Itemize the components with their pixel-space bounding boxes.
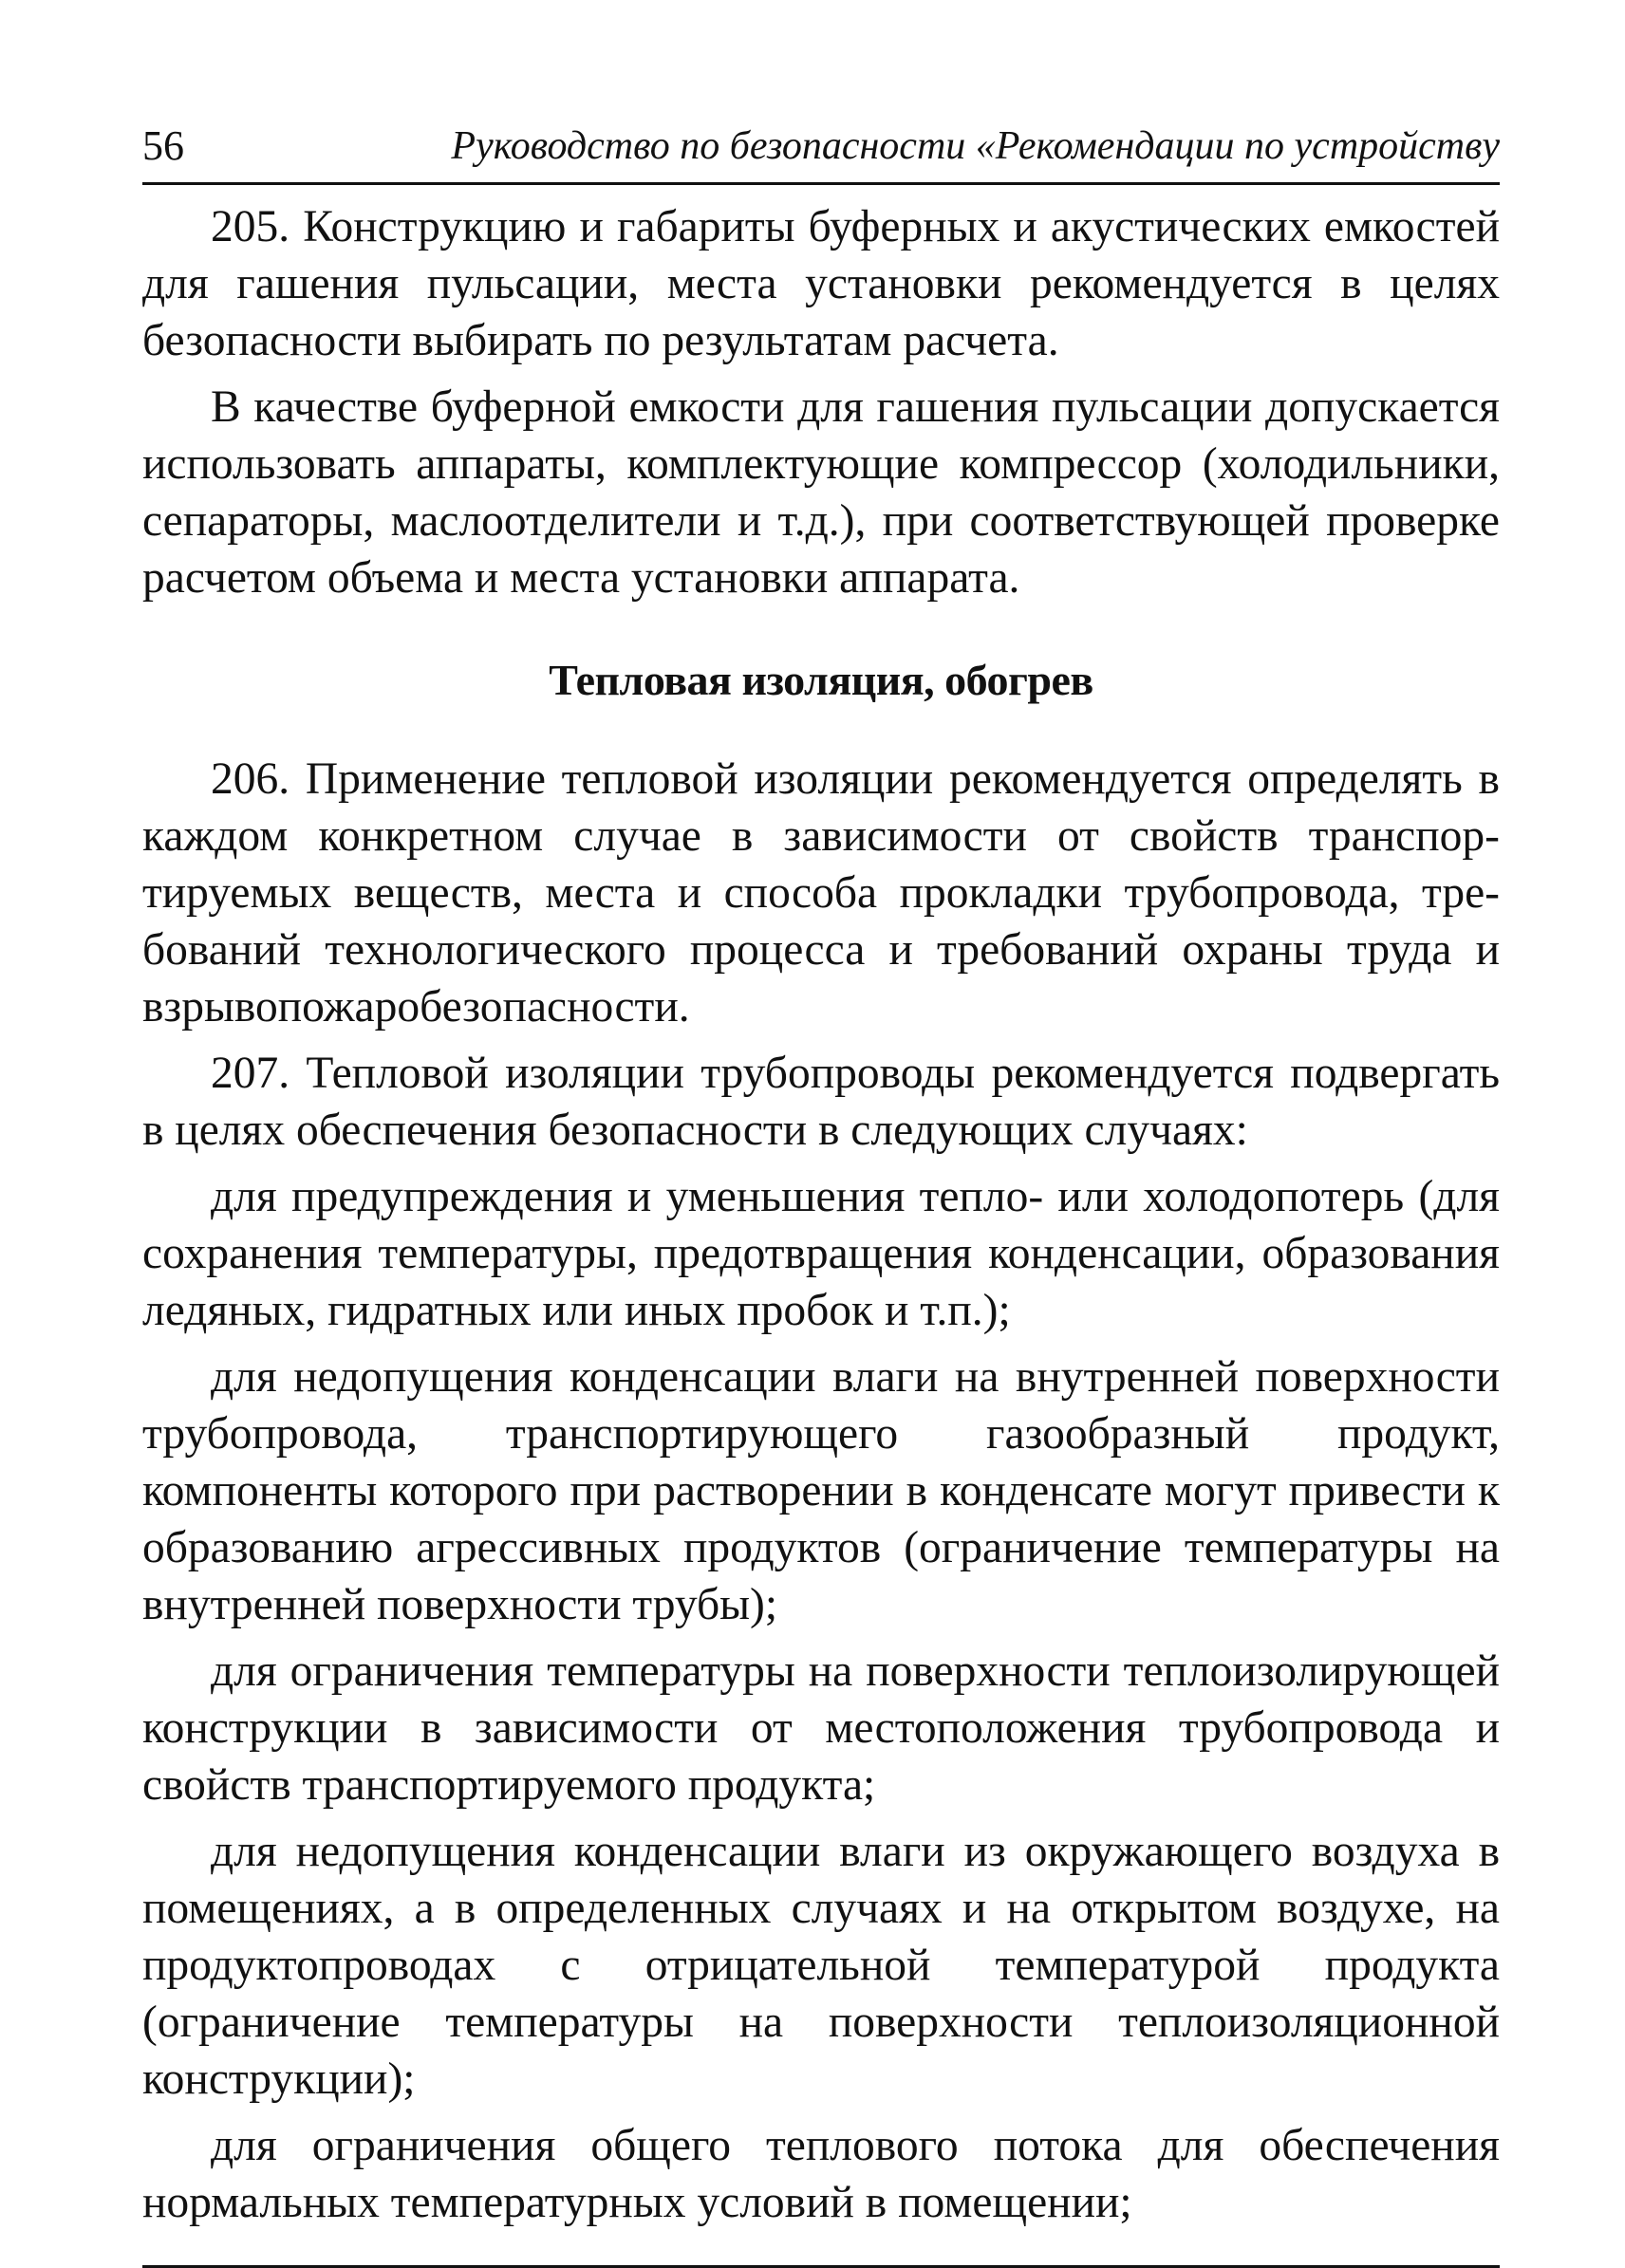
paragraph-205: 205. Конструкцию и габариты буферных и акустических емкостей для гашения пульсации, места установки рекомендуется в целях безопасности выбирать по результатам расчета. <box>142 202 1500 365</box>
list-item-internal-condensation: для недопущения конденсации влаги на внутренней поверхности трубопровода, транспортирующего газообразный продукт, компоненты которого при растворении в конденсате могут привести к образованию агрессивных продуктов (ограничение температуры на внутренней поверхности трубы); <box>142 1352 1500 1629</box>
paragraph-buffer-capacity: В качестве буферной емкости для гашения пульсации допускается использовать аппараты, комплектующие компрессор (холодильники, сепараторы, маслоотделители и т.д.), при соответствующей проверке расчетом объема и места установки аппарата. <box>142 382 1500 603</box>
paragraph-206: 206. Применение тепловой изоляции рекомендуется определять в каждом конкретном случае в зависимости от свойств транспортируемых веществ, места и способа прокладки трубопровода, требований технологического процесса и требований охраны труда и взрывопожаробезопасности. <box>142 754 1500 1032</box>
list-item-ambient-condensation: для недопущения конденсации влаги из окружающего воздуха в помещениях, а в определенных случаях и на открытом воздухе, на продуктопроводах с отрицательной температурой продукта (ограничение температуры на поверхности теплоизоляционной конструкции); <box>142 1827 1500 2104</box>
running-header <box>142 114 1500 185</box>
section-heading: Тепловая изоляция, обогрев <box>549 656 1093 704</box>
page-number: 56 <box>142 122 184 169</box>
list-item-heat-loss: для предупреждения и уменьшения тепло- или холодопотерь (для сохранения температуры, предотвращения конденсации, образования ледяных, гидратных или иных пробок и т.п.); <box>142 1172 1500 1335</box>
document-page <box>142 114 1500 2268</box>
body-text <box>142 198 1500 2231</box>
list-item-heat-flow: для ограничения общего теплового потока для обеспечения нормальных температурных условий в помещении; <box>142 2121 1500 2227</box>
paragraph-207: 207. Тепловой изоляции трубопроводы рекомендуется подвергать в целях обеспечения безопасности в следующих случаях: <box>142 1049 1500 1155</box>
list-item-surface-temperature: для ограничения температуры на поверхности теплоизолирующей конструкции в зависимости от местоположения трубопровода и свойств транспортируемого продукта; <box>142 1646 1500 1810</box>
running-title: Руководство по безопасности «Рекомендации по устройству <box>451 124 1500 168</box>
